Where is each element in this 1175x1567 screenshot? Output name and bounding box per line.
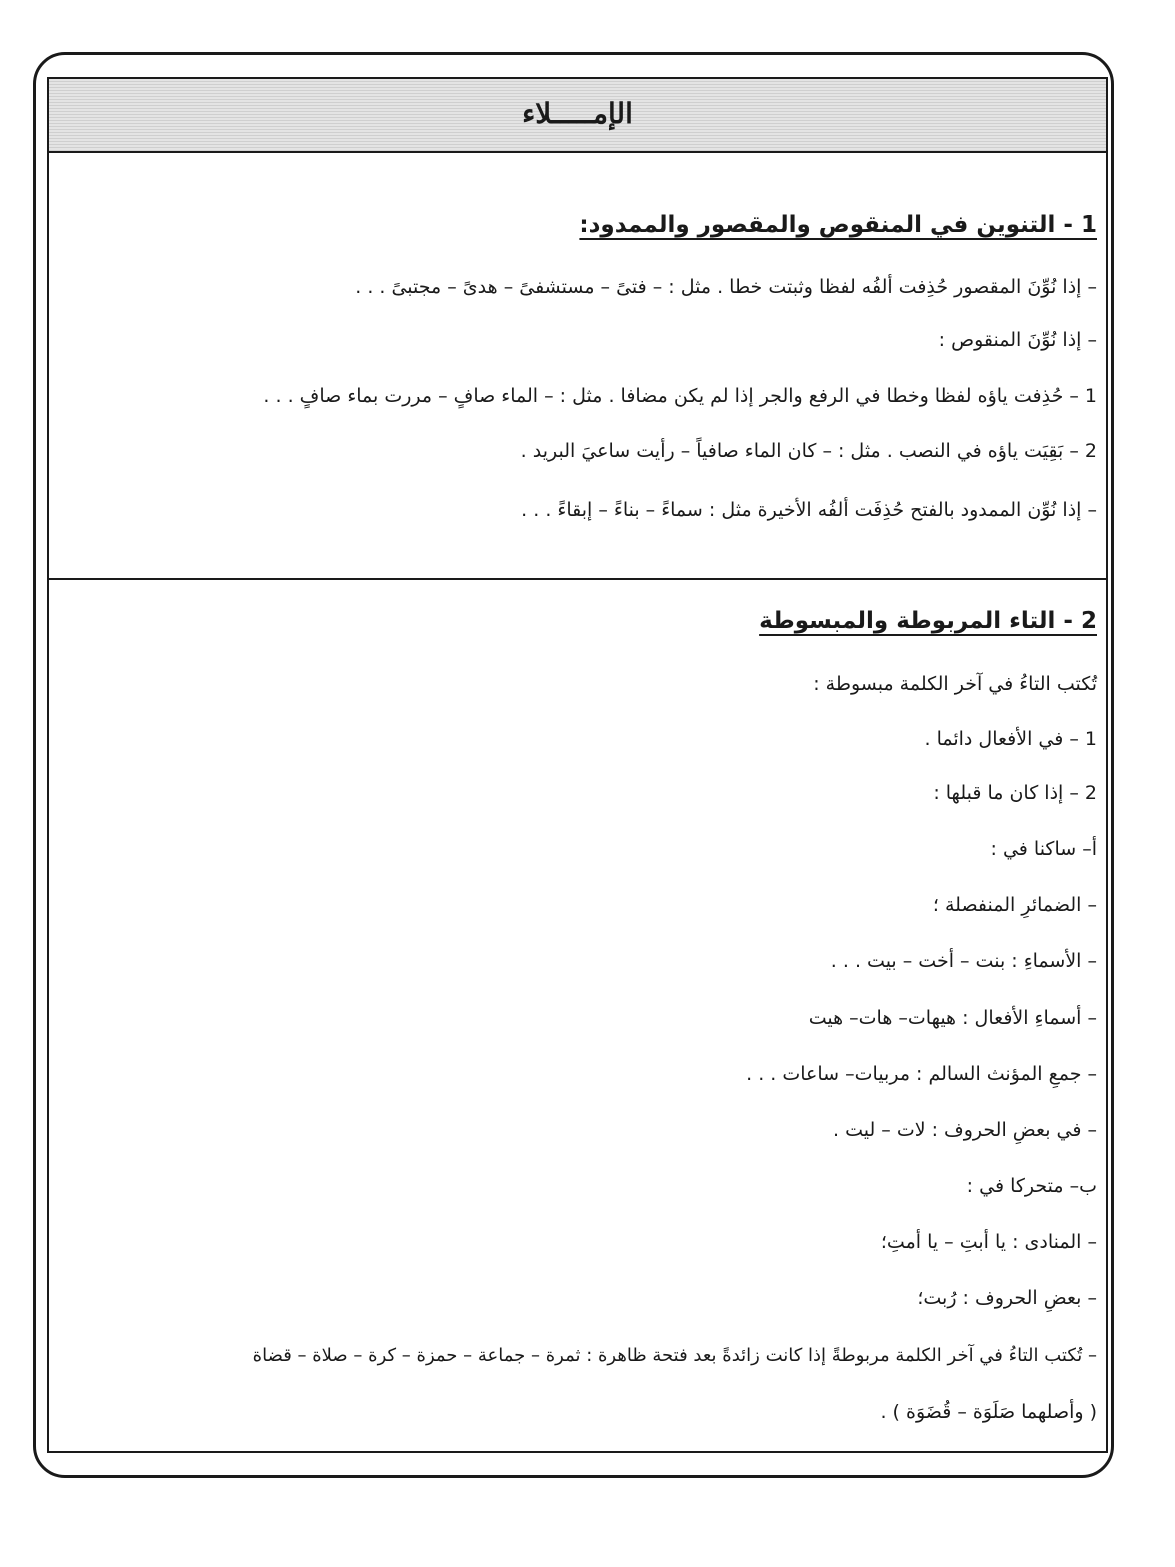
section2-line-4: أ– ساكنا في : <box>990 838 1097 860</box>
section1-line-4: 2 – بَقِيَت ياؤه في النصب . مثل : – كان الماء صافياً – رأيت ساعيَ البريد . <box>520 440 1097 462</box>
section2-line-7: – أسماءِ الأفعال : هيهات– هات– هيت <box>808 1007 1097 1029</box>
page-title: الإمـــــلاء <box>522 97 633 130</box>
section1-line-1: – إذا نُوِّنَ المقصور حُذِفت ألفُه لفظا وثبتت خطا . مثل : – فتىً – مستشفىً – هدىً – مجتبىً . . . <box>355 276 1097 298</box>
section2-line-11: – المنادى : يا أبتِ – يا أمتِ؛ <box>880 1231 1097 1253</box>
section1-heading: 1 - التنوين في المنقوص والمقصور والممدود: <box>579 212 1097 238</box>
section-divider <box>49 578 1106 580</box>
section2-heading: 2 - التاء المربوطة والمبسوطة <box>759 608 1097 634</box>
section2-line-1: تُكتب التاءُ في آخر الكلمة مبسوطة : <box>813 673 1097 695</box>
section2-line-5: – الضمائرِ المنفصلة ؛ <box>932 894 1097 916</box>
section2-line-2: 1 – في الأفعال دائما . <box>924 728 1097 750</box>
section2-line-10: ب– متحركا في : <box>966 1175 1097 1197</box>
section1-line-2: – إذا نُوِّنَ المنقوص : <box>938 329 1097 351</box>
section2-line-9: – في بعضِ الحروف : لات – ليت . <box>833 1119 1097 1141</box>
section2-line-13: – تُكتب التاءُ في آخر الكلمة مربوطةً إذا كانت زائدةً بعد فتحة ظاهرة : ثمرة – جماعة – حمزة – كرة – صلاة – قضاة <box>252 1345 1097 1366</box>
section1-line-5: – إذا نُوِّن الممدود بالفتح حُذِفَت ألفُه الأخيرة مثل : سماءً – بناءً – إبقاءً . . . <box>521 499 1097 521</box>
title-bar <box>49 79 1106 153</box>
section2-line-14: ( وأصلهما صَلَوَة – قُضَوَة ) . <box>880 1401 1097 1423</box>
section2-line-12: – بعضِ الحروف : رُبت؛ <box>917 1287 1097 1309</box>
section2-line-3: 2 – إذا كان ما قبلها : <box>933 782 1097 804</box>
section2-line-8: – جمعِ المؤنث السالم : مربيات– ساعات . . . <box>746 1063 1097 1085</box>
section1-line-3: 1 – حُذِفت ياؤه لفظا وخطا في الرفع والجر إذا لم يكن مضافا . مثل : – الماء صافٍ – مررت بماء صافٍ . . . <box>263 385 1097 407</box>
section2-line-6: – الأسماءِ : بنت – أخت – بيت . . . <box>830 950 1097 972</box>
